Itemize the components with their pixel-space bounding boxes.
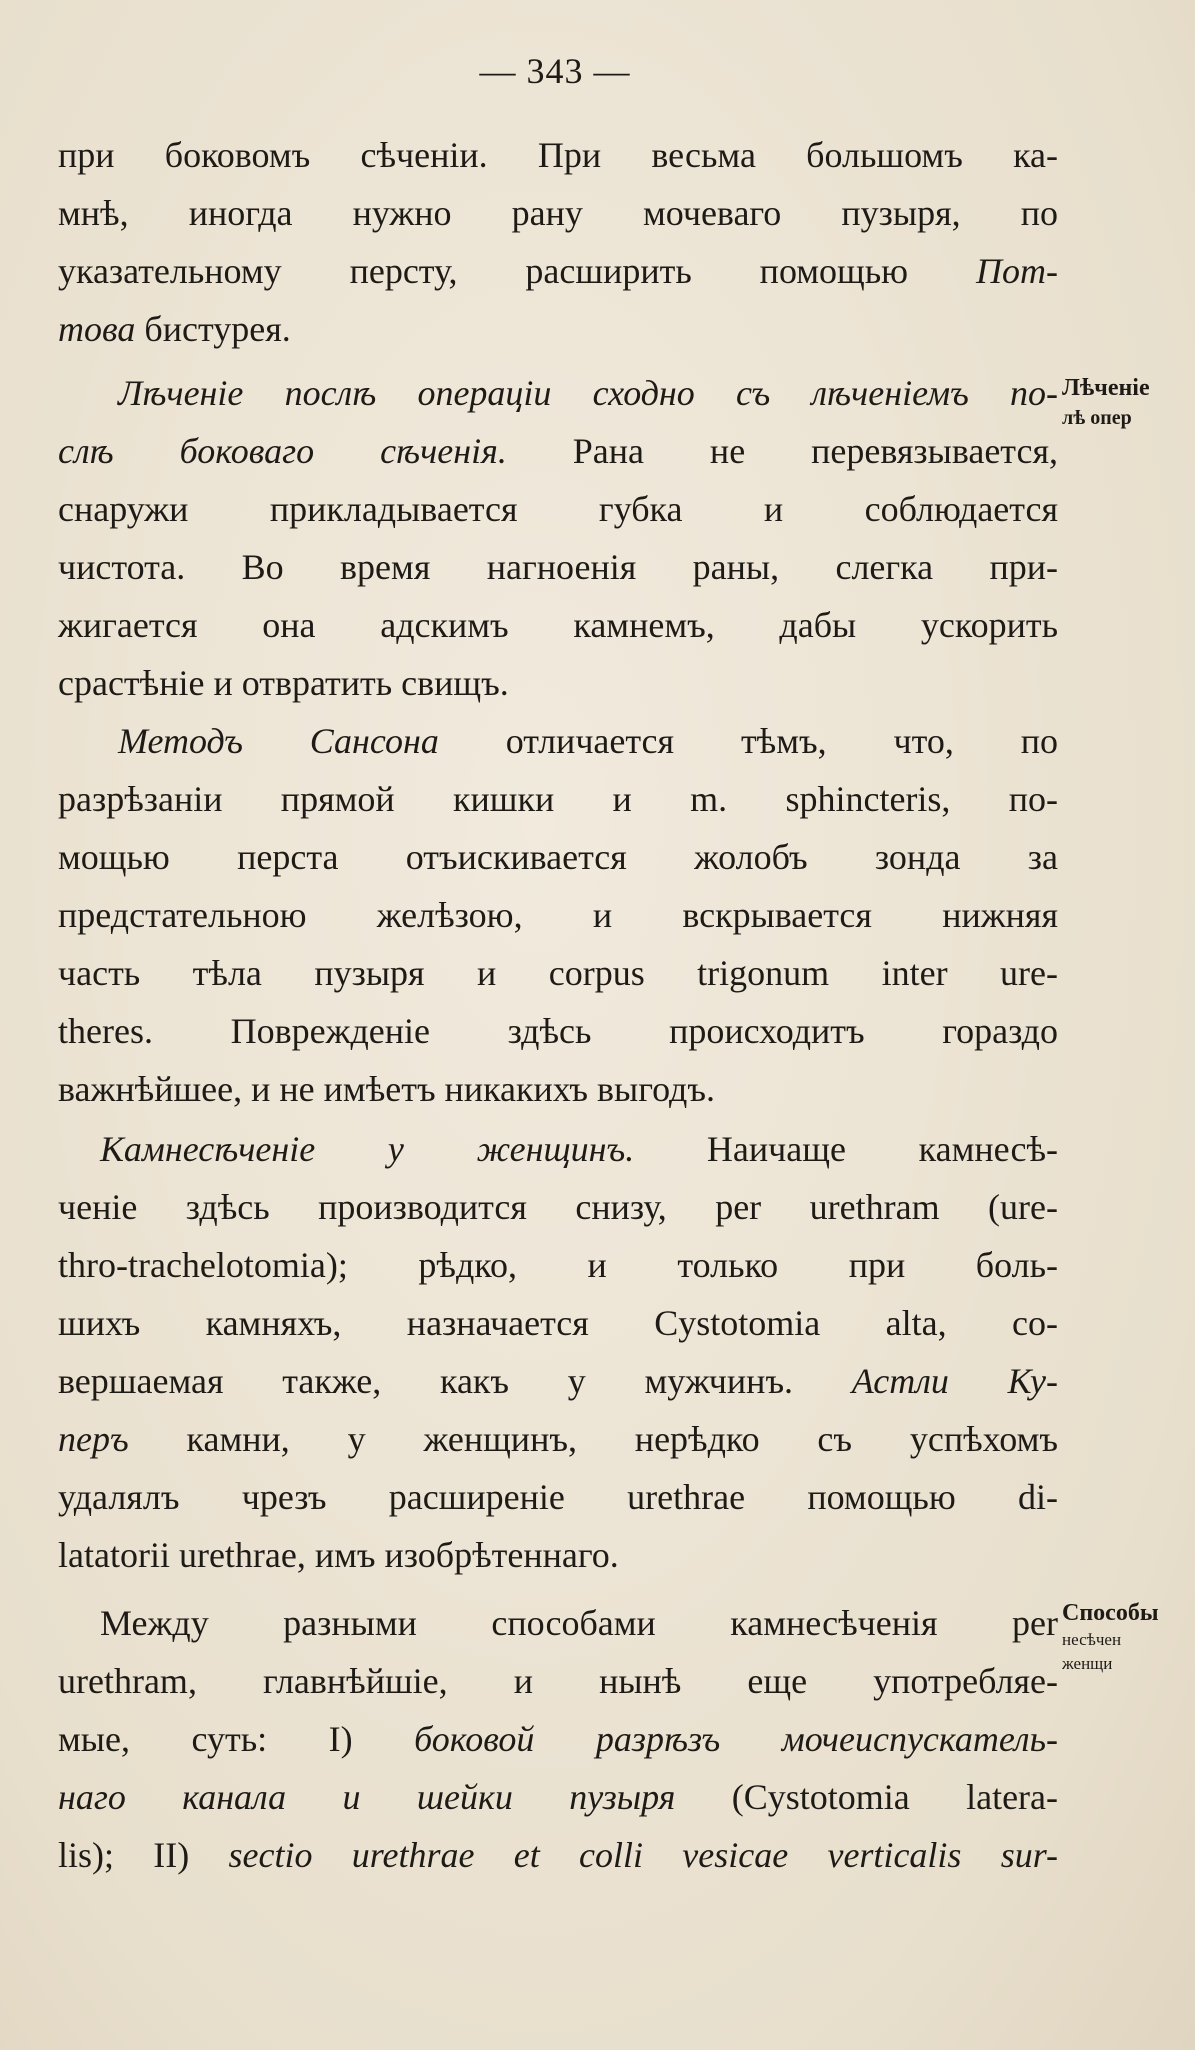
text-line <box>58 596 1058 654</box>
text-line <box>58 1002 1058 1060</box>
text-run: часть тѣла пузыря и corpus trigonum inter ure- <box>58 953 1058 993</box>
text-run: latatorii urethrae, имъ изобрѣтеннаго. <box>58 1535 619 1575</box>
text-line <box>58 1294 1058 1352</box>
text-run: удалялъ чрезъ расширеніе urethrae помощью di- <box>58 1477 1058 1517</box>
text-line <box>58 1468 1058 1526</box>
italic-run: Методъ Сансона <box>118 721 439 761</box>
page-number: — 343 — <box>479 51 631 91</box>
text-run: отличается тѣмъ, что, по <box>438 721 1058 761</box>
text-run: срастѣніе и отвратить свищъ. <box>58 663 509 703</box>
text-line <box>58 886 1058 944</box>
text-line <box>58 1768 1058 1826</box>
text-line <box>58 1652 1058 1710</box>
text-run: снаружи прикладывается губка и соблюдается <box>58 489 1058 529</box>
text-run: шихъ камняхъ, назначается Cystotomia alta, со- <box>58 1303 1058 1343</box>
text-line <box>58 1526 1058 1584</box>
text-line <box>58 480 1058 538</box>
text-run: urethram, главнѣйшіе, и нынѣ еще употребляе- <box>58 1661 1058 1701</box>
text-line <box>58 828 1058 886</box>
margin-note-lechenie <box>1062 373 1195 433</box>
text-run: мощью перста отъискивается жолобъ зонда за <box>58 837 1058 877</box>
text-run: Рана не перевязывается, <box>506 431 1059 471</box>
text-run: важнѣйшее, и не имѣетъ никакихъ выгодъ. <box>58 1069 715 1109</box>
text-line <box>58 1120 1058 1178</box>
margin-note-sposoby <box>1062 1598 1195 1676</box>
margin-note-line: Лѣченіе <box>1062 375 1150 401</box>
text-line <box>58 654 1058 712</box>
text-line <box>58 364 1058 422</box>
text-run: thro-trachelotomia); рѣдко, и только при боль- <box>58 1245 1058 1285</box>
text-line <box>58 944 1058 1002</box>
text-line <box>58 422 1058 480</box>
text-line <box>58 184 1058 242</box>
text-line <box>58 242 1058 300</box>
italic-run: sectio urethrae et colli vesicae verticalis sur- <box>228 1835 1058 1875</box>
margin-note-line: женщи <box>1062 1654 1113 1673</box>
italic-run: боковой разрѣзъ мочеиспускатель- <box>414 1719 1058 1759</box>
italic-run: слѣ боковаго сѣченія. <box>58 431 507 471</box>
text-run: theres. Поврежденіе здѣсь происходитъ гораздо <box>58 1011 1058 1051</box>
text-line <box>58 1236 1058 1294</box>
margin-note-line: Способы <box>1062 1600 1159 1626</box>
text-line <box>58 300 1058 358</box>
text-line <box>58 770 1058 828</box>
text-run: разрѣзаніи прямой кишки и m. sphincteris, по- <box>58 779 1058 819</box>
text-line <box>58 126 1058 184</box>
italic-run: това <box>58 309 136 349</box>
text-run: камни, у женщинъ, нерѣдко съ успѣхомъ <box>128 1419 1058 1459</box>
text-run: (Cystotomia latera- <box>675 1777 1059 1817</box>
text-run: ченіе здѣсь производится снизу, per urethram (ure- <box>58 1187 1058 1227</box>
text-run: Наичаще камнесѣ- <box>634 1129 1059 1169</box>
italic-run: наго канала и шейки пузыря <box>58 1777 676 1817</box>
text-run: вершаемая также, какъ у мужчинъ. <box>58 1361 852 1401</box>
text-line <box>58 538 1058 596</box>
text-run: указательному персту, расширить помощью <box>58 251 977 291</box>
text-run: при боковомъ сѣченіи. При весьма большомъ ка- <box>58 135 1058 175</box>
text-run: Между разными способами камнесѣченія per <box>100 1603 1058 1643</box>
text-run: мые, суть: I) <box>58 1719 415 1759</box>
italic-run: перъ <box>58 1419 129 1459</box>
text-line <box>58 1826 1058 1884</box>
italic-run: Камнесѣченіе у женщинъ. <box>100 1129 635 1169</box>
text-run: бистурея. <box>135 309 291 349</box>
text-line <box>58 1594 1058 1652</box>
text-line <box>58 1352 1058 1410</box>
italic-run: Пот- <box>976 251 1058 291</box>
text-run: lis); II) <box>58 1835 229 1875</box>
text-line <box>58 1178 1058 1236</box>
margin-note-line: несѣчен <box>1062 1630 1122 1649</box>
text-line <box>58 1410 1058 1468</box>
text-line <box>58 1710 1058 1768</box>
text-run: предстательною желѣзою, и вскрывается нижняя <box>58 895 1058 935</box>
text-run: мнѣ, иногда нужно рану мочеваго пузыря, по <box>58 193 1058 233</box>
italic-run: Астли Ку- <box>851 1361 1058 1401</box>
italic-run: Лѣченіе послѣ операціи сходно съ лѣченіемъ по- <box>118 373 1058 413</box>
text-line <box>58 712 1058 770</box>
margin-note-line: лѣ опер <box>1062 407 1132 429</box>
text-run: чистота. Во время нагноенія раны, слегка при- <box>58 547 1058 587</box>
text-line <box>58 1060 1058 1118</box>
text-run: жигается она адскимъ камнемъ, дабы ускорить <box>58 605 1058 645</box>
